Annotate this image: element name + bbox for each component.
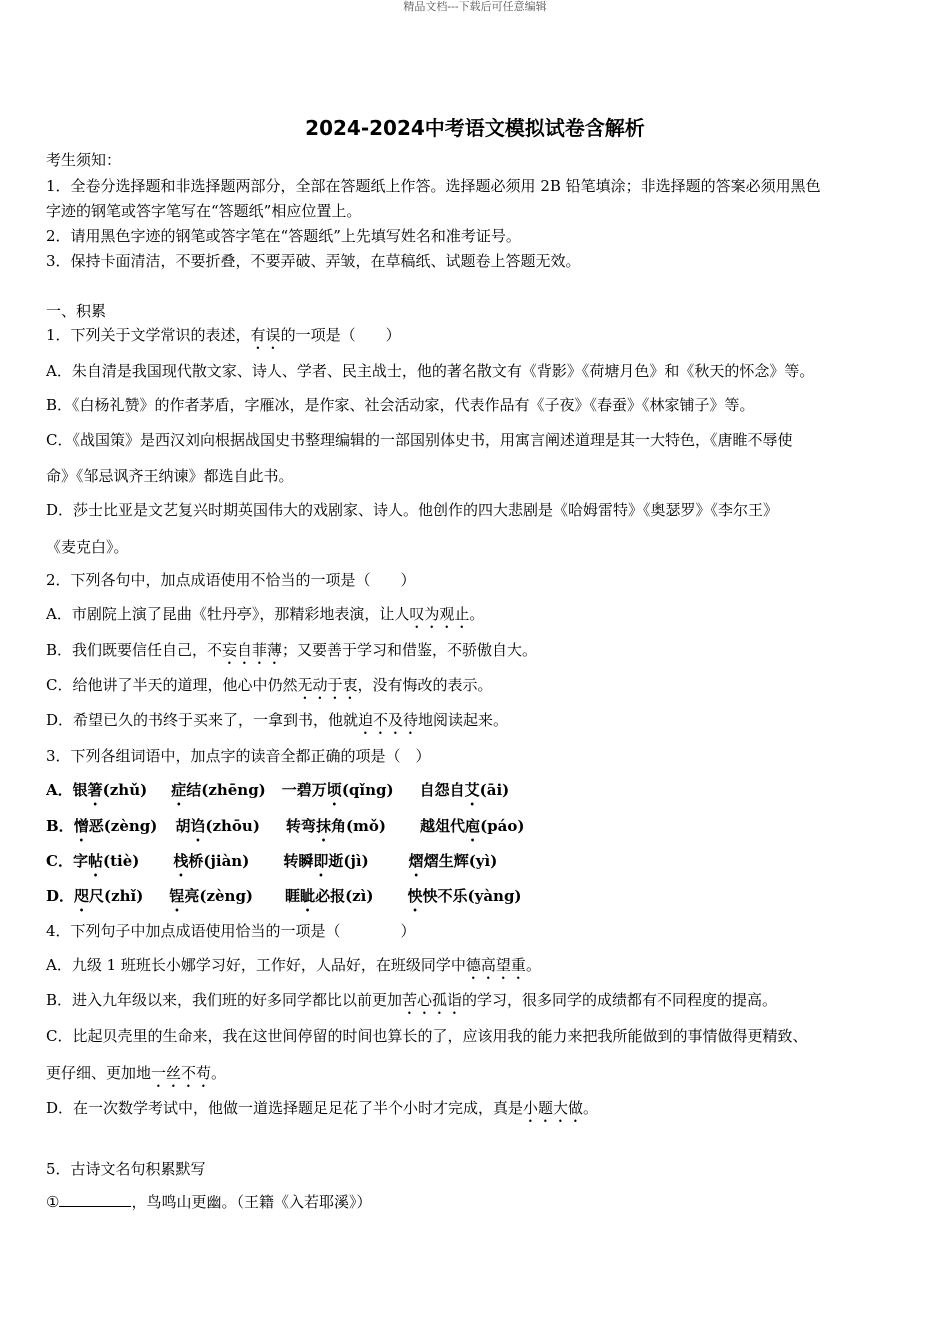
q4-option-a xyxy=(46,955,541,983)
q1-option-b xyxy=(46,395,755,415)
q3-d-w4-rest: 怏不乐(yàng) xyxy=(422,887,522,905)
q3-d-w3-pre: 睚 xyxy=(285,887,301,905)
q4-option-b xyxy=(46,990,777,1018)
q3-b-w1-dot: 憎 xyxy=(73,817,89,835)
q2-a-post: 。 xyxy=(469,605,485,623)
notice-item-1b: 字迹的钢笔或答字笔写在“答题纸”相应位置上。 xyxy=(46,202,362,220)
q2-stem: 2．下列各句中，加点成语使用不恰当的一项是（ ） xyxy=(46,571,416,589)
q3-c-w4-dot: 熠 xyxy=(408,852,424,870)
q3-b-w3-rest: 角(mǒ) xyxy=(330,817,387,835)
q2-d-post: 地阅读起来。 xyxy=(418,711,509,729)
q3-c-w3-rest: 逝(jì) xyxy=(328,852,369,870)
q4-option-c-line2 xyxy=(46,1063,226,1091)
q4-stem: 4．下列句子中加点成语使用恰当的一项是（ ） xyxy=(46,922,416,940)
q4-d-idiom: 小题大做 xyxy=(523,1099,584,1117)
q3-a-w3-pre: 一碧万 xyxy=(281,781,327,799)
q3-c-w1-pinyin: (tiè) xyxy=(102,852,140,870)
q3-d-w1-rest: 尺(zhǐ) xyxy=(89,887,144,905)
q1-option-c-line1: C．《战国策》是西汉刘向根据战国史书整理编辑的一部国别体史书，用寓言阐述道理是其一大特色，《唐睢不辱使 xyxy=(46,431,793,449)
q4-a-pre: A．九级 1 班班长小娜学习好，工作好，人品好，在班级同学中 xyxy=(46,956,466,974)
q3-stem: 3．下列各组词语中，加点字的读音全都正确的项是（ ） xyxy=(46,747,431,765)
q3-c-w4-rest: 熠生辉(yì) xyxy=(423,852,498,870)
q2-a-pre: A．市剧院上演了昆曲《牡丹亭》，那精彩地表演，让人 xyxy=(46,605,410,623)
q3-b-w4-pinyin: (páo) xyxy=(480,817,525,835)
q3-a-w4-dot: 艾 xyxy=(464,781,480,799)
q2-d-pre: D．希望已久的书终于买来了，一拿到书，他就 xyxy=(46,711,359,729)
q3-a-w4-pre: 自怨自 xyxy=(419,781,465,799)
q5-item-1-number: ① xyxy=(46,1193,60,1211)
q4-a-post: 。 xyxy=(525,956,541,974)
q2-c-pre: C．给他讲了半天的道理，他心中仍然 xyxy=(46,676,298,694)
q2-b-post: ；又要善于学习和借鉴，不骄傲自大。 xyxy=(282,641,538,659)
q5-item-1-text: ，鸟鸣山更幽。（王籍《入若耶溪》） xyxy=(131,1193,372,1211)
q4-option-c-line1: C．比起贝壳里的生命来，我在这世间停留的时间也算长的了，应该用我的能力来把我所能做到的事情做得更精致、 xyxy=(46,1027,808,1045)
q1-stem xyxy=(46,325,401,353)
q3-a-label: A． xyxy=(46,781,73,799)
q5-item-1 xyxy=(46,1192,371,1212)
q4-c-post: 。 xyxy=(211,1064,227,1082)
q3-c-w2-rest: 桥(jiàn) xyxy=(188,852,250,870)
q4-b-pre: B．进入九年级以来，我们班的好多同学都比以前更加 xyxy=(46,991,403,1009)
notice-heading: 考生须知： xyxy=(46,151,122,169)
q3-a-w1a: 银 xyxy=(72,781,88,799)
q3-c-w2-dot: 栈 xyxy=(173,852,189,870)
q3-b-w3-dot: 抹 xyxy=(315,817,331,835)
q3-b-w2-pre: 胡 xyxy=(175,817,191,835)
section-heading: 一、积累 xyxy=(46,302,107,320)
q3-a-w2-rest: 结(zhēng) xyxy=(186,781,266,799)
q3-d-w3-rest: 必报(zì) xyxy=(315,887,374,905)
q2-option-c xyxy=(46,675,493,703)
q1-stem-post: 的一项是（ ） xyxy=(280,326,401,344)
q1-option-a xyxy=(46,361,814,381)
q1-stem-emphasis: 有误 xyxy=(250,326,281,344)
q1-option-d-line2: 《麦克白》。 xyxy=(46,538,129,556)
q4-d-pre: D．在一次数学考试中，他做一道选择题足足花了半个小时才完成，真是 xyxy=(46,1099,524,1117)
q3-a-w4-pinyin: (āi) xyxy=(479,781,510,799)
q5-item-1-blank xyxy=(59,1192,131,1207)
q2-a-idiom: 叹为观止 xyxy=(409,605,470,623)
q3-d-w2-rest: 亮(zèng) xyxy=(184,887,254,905)
q3-d-w1-dot: 咫 xyxy=(74,887,90,905)
q3-a-w1-pinyin: (zhǔ) xyxy=(102,781,148,799)
q3-d-w2-dot: 锃 xyxy=(169,887,185,905)
q4-option-d xyxy=(46,1098,598,1126)
q4-b-idiom: 苦心孤诣 xyxy=(402,991,463,1009)
q3-c-w3-pre: 转瞬 xyxy=(283,852,314,870)
q2-c-post: ，没有悔改的表示。 xyxy=(357,676,493,694)
q3-c-w1-dot: 帖 xyxy=(87,852,103,870)
q3-c-w3-dot: 即 xyxy=(313,852,329,870)
q3-option-a xyxy=(46,780,509,809)
q1-option-d-line1: D．莎士比亚是文艺复兴时期英国伟大的戏剧家、诗人。他创作的四大悲剧是《哈姆雷特》《奥瑟罗》《李尔王》 xyxy=(46,501,779,519)
q3-option-c xyxy=(46,851,497,880)
q3-option-d xyxy=(46,886,522,915)
q2-d-idiom: 迫不及待 xyxy=(358,711,419,729)
q2-b-idiom: 妄自菲薄 xyxy=(222,641,283,659)
q2-option-b xyxy=(46,640,537,668)
q3-b-w2-pinyin: (zhōu) xyxy=(205,817,260,835)
q3-option-b xyxy=(46,816,524,845)
q3-b-w1-rest: 恶(zèng) xyxy=(88,817,158,835)
notice-item-3: 3．保持卡面清洁，不要折叠，不要弄破、弄皱，在草稿纸、试题卷上答题无效。 xyxy=(46,252,581,270)
q2-option-a xyxy=(46,604,484,632)
q2-c-idiom: 无动于衷 xyxy=(297,676,358,694)
q3-b-label: B． xyxy=(46,817,74,835)
q3-b-w3-pre: 转弯 xyxy=(285,817,316,835)
q3-b-w4-dot: 庖 xyxy=(465,817,481,835)
q4-b-post: 的学习，很多同学的成绩都有不同程度的提高。 xyxy=(462,991,778,1009)
q4-d-post: 。 xyxy=(583,1099,599,1117)
q3-d-label: D． xyxy=(46,887,75,905)
q1-stem-pre: 1．下列关于文学常识的表述， xyxy=(46,326,251,344)
q3-c-label: C．字 xyxy=(46,852,88,870)
q5-stem: 5．古诗文名句积累默写 xyxy=(46,1160,206,1178)
q2-option-d xyxy=(46,710,508,738)
q3-b-w4-pre: 越俎代 xyxy=(420,817,466,835)
q3-a-w3-dot: 顷 xyxy=(326,781,342,799)
q2-b-pre: B．我们既要信任自己，不 xyxy=(46,641,223,659)
q3-d-w4-dot: 怏 xyxy=(407,887,423,905)
q3-a-w3-pinyin: (qǐng) xyxy=(341,781,394,799)
q1-option-c-line2: 命》《邹忌讽齐王纳谏》都选自此书。 xyxy=(46,467,294,485)
q1-option-b-text: B．《白杨礼赞》的作者茅盾，字雁冰，是作家、社会活动家，代表作品有《子夜》《春蚕》《林家铺子》等。 xyxy=(46,396,755,414)
q4-a-idiom: 德高望重 xyxy=(465,956,526,974)
header-watermark: 精品文档---下载后可任意编辑 xyxy=(403,0,547,13)
q3-a-w1-dot: 箸 xyxy=(87,781,103,799)
notice-item-1a: 1．全卷分选择题和非选择题两部分，全部在答题纸上作答。选择题必须用 2B 铅笔填涂；非选择题的答案必须用黑色 xyxy=(46,177,821,195)
q4-c-pre: 更仔细、更加地 xyxy=(46,1064,152,1082)
q1-option-a-text: A．朱自清是我国现代散文家、诗人、学者、民主战士，他的著名散文有《背影》《荷塘月色》和《秋天的怀念》等。 xyxy=(46,362,815,380)
q3-b-w2-dot: 诌 xyxy=(190,817,206,835)
notice-item-2: 2．请用黑色字迹的钢笔或答字笔在“答题纸”上先填写姓名和准考证号。 xyxy=(46,227,521,245)
q4-c-idiom: 一丝不苟 xyxy=(151,1064,212,1082)
q3-d-w3-dot: 眦 xyxy=(300,887,316,905)
document-title: 2024-2024中考语文模拟试卷含解析 xyxy=(305,116,645,140)
q3-a-w2-dot: 症 xyxy=(171,781,187,799)
